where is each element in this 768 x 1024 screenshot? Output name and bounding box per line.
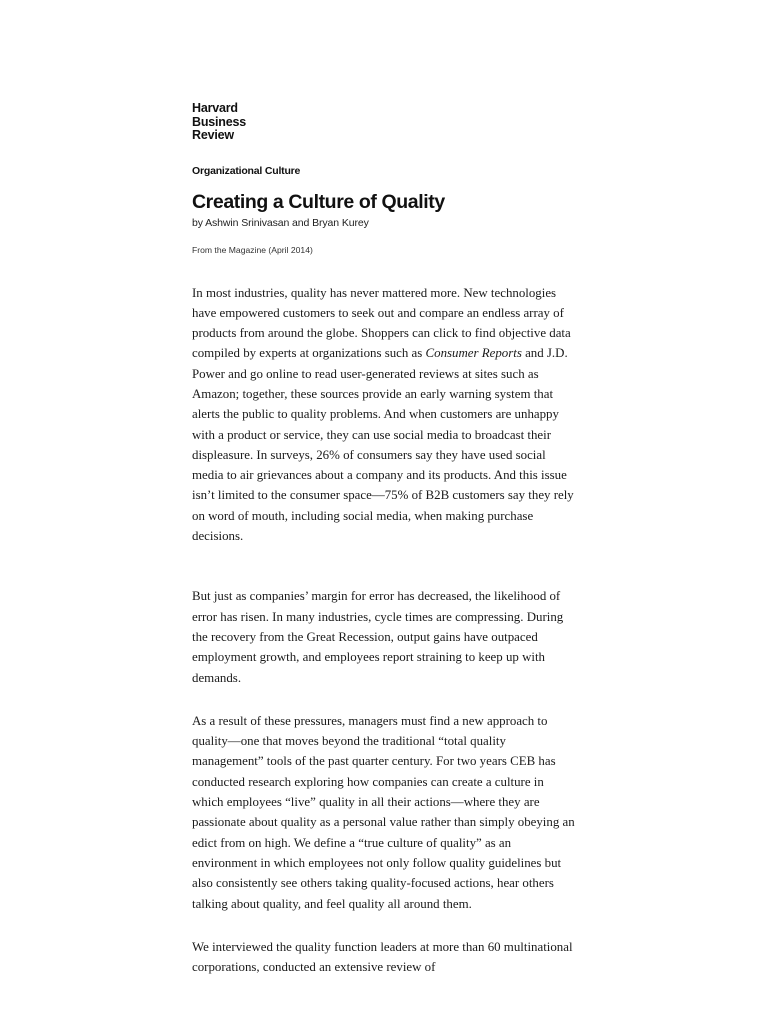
logo-line-2: Business [192,114,246,129]
article-body [192,283,577,978]
article-container [192,102,577,977]
hbr-logo[interactable] [192,102,577,143]
category-link[interactable]: Organizational Culture [192,164,301,177]
paragraph-1-start: In most industries, quality has never mattered more. New technologies have empowered customers to seek out and compare an endless array of products from around the globe. Shoppers can click to find objective data compiled by experts at organizations such as [192,285,571,361]
article-source: From the Magazine (April 2014) [192,244,313,255]
paragraph-3: As a result of these pressures, managers must find a new approach to quality—one that moves beyond the traditional “total quality management” tools of the past quarter century. For two years CEB has conducted research exploring how companies can create a culture in which employees “live” quality in all their actions—where they are passionate about quality as a personal value rather than simply obeying an edict from on high. We define a “true culture of quality” as an environment in which employees not only follow quality guidelines but also consistently see others taking quality-focused actions, hear others talking about quality, and feel quality all around them. [192,713,575,911]
article-byline: by Ashwin Srinivasan and Bryan Kurey [192,216,369,229]
paragraph-1-end: and J.D. Power and go online to read user-generated reviews at sites such as Amazon; together, these sources provide an early warning system that alerts the public to quality problems. And when customers are unhappy with a product or service, they can use social media to broadcast their displeasure. In surveys, 26% of consumers say they have used social media to air grievances about a company and its products. And this issue isn’t limited to the consumer space—75% of B2B customers say they rely on word of mouth, including social media, when making purchase decisions. [192,346,574,544]
article-title: Creating a Culture of Quality [192,190,445,213]
logo-line-3: Review [192,128,234,142]
publication-name: Consumer Reports [425,346,522,361]
logo-line-1: Harvard [192,101,238,115]
paragraph-2: But just as companies’ margin for error has decreased, the likelihood of error has risen. In many industries, cycle times are compressing. During the recovery from the Great Recession, output gains have outpaced employment growth, and employees report straining to keep up with demands. [192,589,564,685]
paragraph-4: We interviewed the quality function leaders at more than 60 multinational corporations, conducted an extensive review of [192,939,573,975]
paragraph-1 [192,283,577,547]
